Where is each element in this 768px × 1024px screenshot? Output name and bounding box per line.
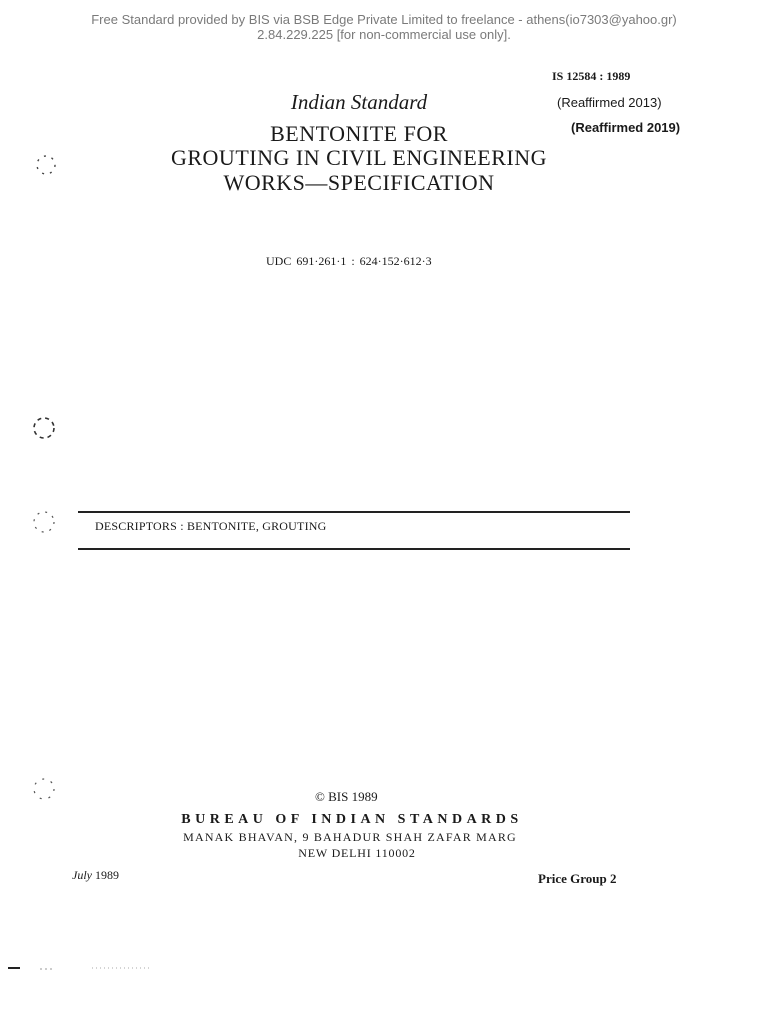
publisher-address: MANAK BHAVAN, 9 BAHADUR SHAH ZAFAR MARG bbox=[183, 830, 517, 844]
scan-speck-line bbox=[0, 960, 180, 976]
udc-classification: UDC 691·261·1 : 624·152·612·3 bbox=[266, 254, 432, 268]
publication-date bbox=[72, 868, 119, 883]
standard-number: IS 12584 : 1989 bbox=[552, 69, 631, 83]
punch-hole-mark bbox=[28, 412, 60, 444]
watermark-line-1: Free Standard provided by BIS via BSB Edge Private Limited to freelance - athens(io7303@yahoo.gr) bbox=[91, 12, 677, 27]
title-line-1: BENTONITE FOR bbox=[270, 121, 448, 146]
price-group: Price Group 2 bbox=[538, 871, 617, 886]
watermark-notice bbox=[0, 12, 768, 42]
watermark-line-2: 2.84.229.225 [for non-commercial use only]. bbox=[257, 27, 511, 42]
title-line-2: GROUTING IN CIVIL ENGINEERING bbox=[170, 145, 547, 170]
descriptors: DESCRIPTORS : BENTONITE, GROUTING bbox=[95, 519, 327, 533]
punch-hole-mark bbox=[28, 506, 60, 538]
publication-month: July bbox=[72, 868, 92, 882]
descriptor-rule-top bbox=[78, 511, 630, 513]
publication-year: 1989 bbox=[95, 868, 119, 882]
title-line-3: WORKS—SPECIFICATION bbox=[223, 170, 495, 195]
publisher-name: BUREAU OF INDIAN STANDARDS bbox=[181, 812, 523, 827]
standard-kicker: Indian Standard bbox=[290, 90, 428, 114]
punch-hole-mark bbox=[30, 150, 62, 180]
reaffirmed-2019: (Reaffirmed 2019) bbox=[571, 120, 681, 135]
punch-hole-mark bbox=[28, 774, 60, 804]
publisher-city: NEW DELHI 110002 bbox=[298, 846, 416, 860]
reaffirmed-2013: (Reaffirmed 2013) bbox=[557, 95, 662, 110]
descriptor-rule-bottom bbox=[78, 548, 630, 550]
copyright: © BIS 1989 bbox=[315, 789, 378, 804]
